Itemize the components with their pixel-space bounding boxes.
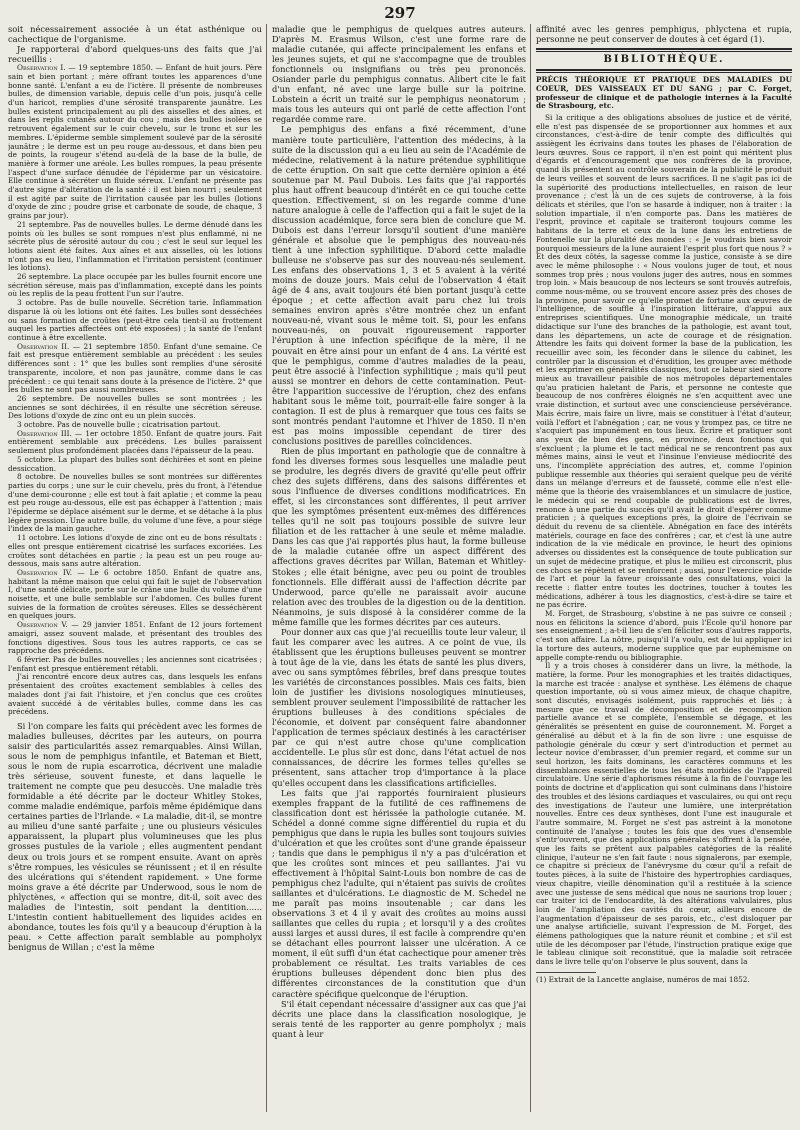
paragraph: J'ai rencontré encore deux autres cas, dans lesquels les enfans présentaient des croûtes exactement semblables à celles des malades dont j'ai fait l'histoire, et j'en conclus que ces croûtes avaient succédé à de véritables bulles, comme dans les cas précédens. (8, 672, 262, 717)
section-rule (536, 69, 792, 73)
observation-label: Observation II. (17, 341, 70, 351)
section-rule (536, 48, 792, 52)
paragraph: 21 septembre. Pas de nouvelles bulles. Le derme dénudé dans les points où les bulles se sont rompues n'est plus enflammé, ni ne sécrète plus de sérosité autour du cou ; c'est le seul sur lequel les lotions aient été faites. Aux aînes et aux aisselles, où les lotions n'ont pas eu lieu, l'inflammation et l'irritation persistent (continuer les lotions). (8, 219, 262, 273)
paragraph: soit nécessairement associée à un état asthénique ou cachectique de l'organisme. (8, 24, 262, 45)
paragraph: Rien de plus important en pathologie que de connaître à fond les diverses formes sous lesquelles une maladie peut se produire, les degrés divers de gravité qu'elle peut offrir chez des sujets différens, dans des saisons différentes et sous l'influence de diverses conditions modificatrices. En effet, si les circonstances sont différentes, il peut arriver que les symptômes présentent eux-mêmes des différences telles qu'il ne soit pas toujours possible de suivre leur filiation et de les rattacher à une seule et même maladie. Dans les cas que j'ai rapportés plus haut, la forme bulleuse de la maladie cutanée offre un aspect différent des affections graves décrites par Willan, Bateman et Whitley-Stokes ; elle était bénigne, avec peu ou point de troubles fonctionnels. Elle différait aussi de l'affection décrite par Underwood, parce qu'elle ne paraissait avoir aucune relation avec des troubles de la digestion ou de la dentition. Néanmoins, je suis disposé à la considérer comme de la même famille que les formes décrites par ces auteurs. (272, 445, 526, 627)
paragraph: Je rapporterai d'abord quelques-uns des faits que j'ai recueillis : (8, 44, 262, 65)
book-review-title: PRÉCIS THÉORIQUE ET PRATIQUE DES MALADIES DU COEUR, DES VAISSEAUX ET DU SANG ; par C. Forget, professeur de clinique et de pathologie internes à la Faculté de Strasbourg, etc. (536, 75, 792, 111)
paragraph: 3 octobre. Pas de bulle nouvelle. Sécrétion tarie. Inflammation disparue là où les lotions ont été faites. Les bulles sont desséchées ou sans formation de croûtes (peut-être cela tient-il au frottement auquel les parties affectées ont été exposées) ; la santé de l'enfant continue à être excellente. (8, 298, 262, 342)
footnote-rule (536, 972, 596, 973)
paragraph: 26 septembre. La place occupée par les bulles fournit encore une sécrétion séreuse, mais pas d'inflammation, excepté dans les points où les replis de la peau frottent l'un sur l'autre. (8, 272, 262, 299)
paragraph: 6 février. Pas de bulles nouvelles ; les anciennes sont cicatrisées ; l'enfant est presque entièrement rétabli. (8, 655, 262, 673)
paragraph: 5 octobre. La plupart des bulles sont déchirées et sont en pleine dessiccation. (8, 454, 262, 473)
observation-label: Observation I. (17, 63, 66, 73)
column-divider (530, 24, 531, 1112)
observation-label: Observation V. (17, 620, 68, 630)
paragraph: 11 octobre. Les lotions d'oxyde de zinc ont eu de bons résultats : elles ont presque entièrement cicatrisé les surfaces excoriées. Les croûtes sont détachées en partie ; la peau est un peu rouge au-dessous, mais sans autre altération. (8, 533, 262, 569)
paragraph: Si l'on compare les faits qui précèdent avec les formes de maladies bulleuses, décrites par les auteurs, on pourra saisir des particularités assez remarquables. Ainsi Willan, sous le nom de pemphigus infantile, et Bateman et Biett, sous le nom de rupia escarrotica, décrivent une maladie très sérieuse, souvent funeste, et dans laquelle le traitement ne compte que peu desuccès. Une maladie très formidable a été décrite par le docteur Whitley Stokes, comme maladie endémique, parfois même épidémique dans certaines parties de l'Irlande. « La maladie, dit-il, se montre au milieu d'une santé parfaite ; une ou plusieurs vésicules apparaissent, la plupart plus volumineuses que les plus grosses pustules de la variole ; elles augmentent pendant deux ou trois jours et se rompent ensuite. Avant on après s'être rompues, les vésicules se réunissent ; et il en résulte des ulcérations qui s'étendent rapidement. » Une forme moins grave a été décrite par Underwood, sous le nom de phlyctènes, « affection qui se montre, dit-il, soit avec des maladies de l'intestin, soit pendant la dentition...... L'intestin contient habituellement des liquides acides en abondance, toutes les fois qu'il y a beaucoup d'éruption à la peau. » Cette affection paraît semblable au pompholyx benignus de Willan ; c'est la même (8, 720, 262, 952)
observation-5: Observation V. — 29 janvier 1851. Enfant de 12 jours fortement amaigri, assez souvent malade, et présentant des troubles des fonctions digestives. Sous tous les autres rapports, ce cas se rapproche des précédens. (8, 620, 262, 656)
paragraph: Le pemphigus des enfans a fixé récemment, d'une manière toute particulière, l'attention des médecins, à la suite de la discussion qui a eu lieu au sein de l'Académie de médecine, relativement à la nature prétendue syphilitique de cette éruption. On sait que cette dernière opinion a été soutenue par M. Paul Dubois. Les faits que j'ai rapportés plus haut offrent beaucoup d'intérêt en ce qui touche cette question. Effectivement, si on les regarde comme d'une nature analogue à celle de l'affection qui a fait le sujet de la discussion académique, force sera bien de conclure que M. Dubois est dans l'erreur lorsqu'il soutient d'une manière générale et absolue que le pemphigus des nouveau-nés tient à une infection syphilitique. D'abord cette maladie bulleuse ne s'observe pas sur des nouveau-nés seulement. Les enfans des observations 1, 3 et 5 avaient à la vérité moins de douze jours. Mais celui de l'observation 4 était âgé de 4 ans, avait toujours été bien portant jusqu'à cette époque ; et cette affection avait paru chez lui trois semaines environ après s'être montrée chez un enfant nouveau-né, vivant sous le même toit. Si, pour les enfans nouveau-nés, on pouvait rigoureusement rapporter l'éruption à une infection spécifique de la mère, il ne pouvait en être ainsi pour un enfant de 4 ans. La vérité est que le pemphigus, comme d'autres maladies de la peau, peut être associé à l'infection syphilitique ; mais qu'il peut aussi se montrer en dehors de cette contamination. Peut-être l'apparition successive de l'éruption, chez des enfans habitant sous le même toit, pourrait-elle faire songer à la contagion. Il est de plus à remarquer que tous ces faits se sont montrés pendant l'automne et l'hiver de 1850. Il n'en est pas moins impossible cependant de tirer des conclusions positives de pareilles coïncidences. (272, 124, 526, 446)
footnote: (1) Extrait de la Lancette anglaise, numéros de mai 1852. (536, 974, 750, 984)
observation-3: Observation III. — 1er octobre 1850. Enfant de quatre jours. Fait entièrement semblable aux précédens. Les bulles paraissent seulement plus profondément placées dans l'épaisseur de la peau. (8, 428, 262, 456)
paragraph: Il y a trois choses à considérer dans un livre, la méthode, la matière, la forme. Pour les monographies et les traités didactiques, la marche est tracée : analyse et synthèse. Les élémens de chaque question importante, où si vous aimez mieux, de chaque chapitre, sont discutés, envisagés isolément, puis rapprochés et liés ; à mesure que ce travail de décomposition et de recomposition partielle avance et se complète, l'ensemble se dégage, et les généralités se présentent en guise de couronnement. M. Forget a généralisé au début et à la fin de son livre : une esquisse de pathologie générale du cœur y sert d'introduction et permet au lecteur novice d'embrasser, d'un premier regard, et comme sur un seul horizon, les faits dominans, les caractères communs et les dissemblances essentielles de tous les états morbides de l'appareil circulatoire. Une série d'aphorismes résume à la fin de l'ouvrage les points de doctrine et d'application qui sont culminans dans l'histoire des troubles et des lésions cardiaques et vasculaires, ou qui ont reçu des investigations de l'auteur une lumière, une interprétation nouvelles. Entre ces deux synthèses, dont l'une est inaugurale et l'autre sommaire, M. Forget ne s'est pas astreint à la monotone continuité de l'analyse ; toutes les fois que des vues d'ensemble s'entr'ouvrent, que des applications générales s'offrent à la pensée, que les faits se prêtent aux palpables catégories de la réalité clinique, l'auteur ne s'en fait faute : nous signalerons, par exemple, ce chapitre si précieux de l'anévrysme du cœur qu'il a refait de toutes pièces, à la suite de l'histoire des hypertrophies cardiaques, vieux chapitre, vieille dénomination qu'il a restituée à la science avec une justesse de sens médical que nous ne saurions trop louer ; car traiter ici de l'endocardite, là des altérations valvulaires, plus loin de l'ampliation des cavités du cœur, ailleurs encore de l'augmentation d'épaisseur de ses parois, etc., c'est disloquer par une analyse artificielle, suivant l'expression de M. Forget, des élémens pathologiques que la nature réunit et combine ; et s'il est utile de les décomposer par l'étude, l'instruction pratique exige que le tableau clinique soit reconstitué, que la maladie soit retracée dans le livre telle qu'on l'observe le plus souvent, dans la (536, 661, 792, 967)
section-title: BIBLIOTHÈQUE. (603, 54, 725, 66)
observation-4: Observation IV. — Le 6 octobre 1850. Enfant de quatre ans, habitant la même maison que celui qui fait le sujet de l'observation I, d'une santé délicate, porte sur le crâne une bulle du volume d'une noisette, et une bulle semblable sur l'abdomen. Ces bulles furent suivies de la formation de croûtes séreuses. Elles se desséchèrent en quelques jours. (8, 567, 262, 621)
observation-1: Observation I. — 19 septembre 1850. — Enfant de huit jours. Père sain et bien portant ; mère offrant toutes les apparences d'une bonne santé. L'enfant a eu de l'ictère. Il présente de nombreuses bulles, de dimension variable, depuis celle d'un pois, jusqu'à celle d'un haricot, remplies d'une sérosité transparente jaunâtre. Les bulles existent principalement au pli des aisselles et des aînes, et dans les replis cutanés autour du cou ; mais des bulles isolées se retrouvent également sur le cuir chevelu, sur le tronc et sur les membres. L'épiderme semble simplement soulevé par de la sérosité jaunâtre ; le derme est un peu rouge au-dessous, et dans bien peu de points, la rougeur s'étend au-delà de la base de la bulle, de manière à former une aréole. Les bulles rompues, la peau présente l'aspect d'une surface dénudée de l'épiderme par un vésicatoire. Elle continue à sécréter un fluide séreux. L'enfant ne présente pas d'autre signe d'altération de la santé : il est bien nourri ; seulement il est agité par suite de l'irritation causée par les bulles (lotions d'oxyde de zinc ; poudre grise et carbonate de soude, de chaque, 3 grains par jour). (8, 63, 262, 221)
observation-2: Observation II. — 21 septembre 1850. Enfant d'une semaine. Ce fait est presque entièrement semblable au précédent : les seules différences sont : 1° que les bulles sont remplies d'une sérosité transparente, incolore, et non pas jaunâtre, comme dans le cas précédent : ce qui tenait sans doute à la présence de l'ictère. 2° que les bulles ne sont pas aussi nombreuses. (8, 341, 262, 395)
paragraph: Si la critique a des obligations absolues de justice et de vérité, elle n'est pas dispensée de se proportionner aux hommes et aux circonstances, c'est-à-dire de tenir compte des difficultés qui assiègent les écrivains dans toutes les phases de l'élaboration de leurs œuvres. Sous ce rapport, il n'en est point qui méritent plus d'égards et d'encouragement que nos confrères de la province, quand ils présentent au contrôle souverain de la publicité le produit de leurs veilles et souvent de leurs sacrifices. Il ne s'agit pas ici de la supériorité des productions intellectuelles, en raison de leur provenance ; c'est là un de ces sujets de controverse, à la fois délicats et stériles, que l'on se hasarde à indiquer, non à traiter : la solution impartiale, il n'en comporte pas. Dans les matières de l'esprit, province et capitale se traiteront toujours comme les habitans de la terre et ceux de la lune dans les entretiens de Fontenelle sur la pluralité des mondes : « Je voudrais bien savoir pourquoi messieurs de la lune auraient l'esprit plus fort que nous ? » Et des deux côtés, la sagesse comme la justice, consiste à se dire avec le même philosophe : « Nous voulons juger de tout, et nous sommes trop près ; nous voulons juger des autres, nous en sommes trop loin. » Mais beaucoup de nos lecteurs se sont trouvés autrefois, comme nous-même, ou se trouvent encore assez près des choses de la province, pour savoir ce qu'elle promet de fortune aux œuvres de l'intelligence, de souffle à l'inspiration littéraire, d'appui aux entreprises scientifiques. Une monographie médicale, un traité didactique sur l'une des branches de la pathologie, est avant tout, dans les départemens, un acte de courage et de résignation. Attendre les faits qui doivent former la base de la publication, les recueillir avec soin, les féconder dans le silence du cabinet, les contrôler par la discussion et d'érudition, les grouper avec méthode et les exprimer en généralités classiques, tout ce labeur sied encore mieux au travailleur paisible de nos métropoles départementales qu'au praticien haletant de Paris, et personne ne conteste que beaucoup de nos confrères éloignés ne s'en acquittent avec une vraie distinction, et surtout avec une consciencieuse persévérance. Mais écrire, mais faire un livre, mais se constituer à l'état d'auteur, voilà l'effort et l'abnégation ; car, ne vous y trompez pas, ce titre ne s'acquiert pas impunément en tous lieux. Écrire et pratiquer sont ans yeux de bien des gens, en province, deux fonctions qui s'excluent ; la plume et le tact médical ne se rencontrent pas aux mêmes mains, ainsi le veut et l'insinue l'envieuse médiocrité des uns, l'incomplète appréciation des autres, et, comme l'opinion publique ressemble aux théories qui seraient quelque peu de vérité dans un mélange d'erreurs et de fausseté, comme elle n'est elle-même que la théorie des vraisemblances et un simulacre de justice, le médecin qui se rend coupable de publications est de livres, renonce à une partie du succès qu'il avait le droit d'espérer comme praticien ; à quelques exceptions près, la gloire de l'écrivain se déduit du revenu de sa clientèle. Abnégation en face des intérêts matériels, courage en face des confrères ; car, et c'est là une autre indication de la vie médicale en province, le heurt des opinions adverses ou dissidentes est la conséquence de toute publication sur un sujet de médecine pratique, et plus le milieu est circonscrit, plus ces chocs se répètent et se renforcent ; aussi, pour l'exercice placide de l'art et pour la faveur croissante des consultations, voici la recette : flatter entre toutes les doctrines, toucher à toutes les médications, adhérer à tous les diagnostics, c'est-à-dire se taire et ne pas écrire. (536, 112, 792, 610)
observation-label: Observation IV. (17, 567, 73, 577)
page-number: 297 (384, 4, 416, 22)
paragraph: affinité avec les genres pemphigus, phlyctena et rupia, personne ne peut conserver de doutes à cet égard (1). (536, 24, 792, 45)
paragraph: 26 septembre. De nouvelles bulles se sont montrées ; les anciennes se sont déchirées, il en résulte une sécrétion séreuse. Des lotions d'oxyde de zinc ont eu un plein succès. (8, 393, 262, 421)
paragraph: S'il était cependant nécessaire d'assigner aux cas que j'ai décrits une place dans la classification nosologique, je serais tenté de les rapporter au genre pompholyx ; mais quant à leur (272, 998, 526, 1039)
column-2 (272, 24, 526, 1104)
paragraph: 8 octobre. De nouvelles bulles se sont montrées sur différentes parties du corps ; une sur le cuir chevelu, près du front, à l'étendue d'une demi-couronne ; elle est tout à fait aplatie ; et comme la peau est peu rouge au-dessous, elle est pas échapper à l'attention ; mais l'épiderme se déplace aisément sur le derme, et se détache à la plus légère pression. Une autre bulle, du volume d'une fève, a pour siége l'index de la main gauche. (8, 472, 262, 534)
paragraph: M. Forget, de Strasbourg, s'obstine à ne pas suivre ce conseil ; nous en félicitons la science d'abord, puis l'Ecole qu'il honore par ses enseignement ; a-t-il lieu de s'en féliciter sous d'autres rapports, c'est son affaire. La nôtre, puisqu'il l'a voulu, est de lui appliquer ici la torture des auteurs, moderne supplice que par euphémisme on appelle compte-rendu ou bibliographie. (536, 609, 792, 662)
observation-label: Observation III. (17, 428, 72, 438)
column-1 (8, 24, 262, 1104)
paragraph: Les faits que j'ai rapportés fourniraient plusieurs exemples frappant de la futilité de ces raffinemens de classification dont est hérissée la pathologie cutanée. M. Schédel a donné comme signe différentiel du rupia et du pemphigus que dans le rupia les bulles sont toujours suivies d'ulcération et que les croûtes sont d'une grande épaisseur ; tandis que dans le pemphigus il n'y a pas d'ulcération et que les croûtes sont minces et peu saillantes. J'ai vu effectivement à l'hôpital Saint-Louis bon nombre de cas de pemphigus chez l'adulte, qui n'étaient pas suivis de croûtes saillantes et d'ulcérations. Le diagnostic de M. Schedel ne me paraît pas moins insoutenable ; car dans les observations 3 et 4 il y avait des croûtes au moins aussi saillantes que celles du rupia ; et lorsqu'il y a des croûtes aussi larges et aussi dures, il est facile à comprendre qu'en se détachant elles pourront laisser une ulcération. A ce moment, il eût suffi d'un état cachectique pour amener très probablement ce résultat. Les traits variables de ces éruptions bulleuses dépendent donc bien plus des différentes circonstances de la constitution que d'un caractère spécifique quelconque de l'éruption. (272, 787, 526, 999)
paragraph: 3 octobre. Pas de nouvelle bulle ; cicatrisation partout. (17, 420, 221, 430)
column-divider (266, 24, 267, 1112)
paragraph: Pour donner aux cas que j'ai recueillis toute leur valeur, il faut les comparer avec les autres. A ce point de vue, ils établissent que les éruptions bulleuses peuvent se montrer à tout âge de la vie, dans les états de santé les plus divers, avec ou sans symptômes fébriles, bref dans presque toutes les variétés de circonstances possibles. Mais ces faits, bien loin de justifier les divisions nosologiques minutieuses, semblent prouver seulement l'impossibilité de rattacher les éruptions bulleuses à des conditions spéciales de l'économie, et doivent par conséquent faire abandonner l'application de termes spéciaux destinés à les caractériser par ce qui n'est autre chose qu'une complication accidentelle. Le plus sûr est donc, dans l'état actuel de nos connaissances, de décrire les formes telles qu'elles se présentent, sans attacher trop d'importance à la place qu'elles occupent dans les classifications artificielles. (272, 626, 526, 788)
column-3 (536, 24, 792, 1104)
paragraph: maladie que le pemphigus de quelques autres auteurs. D'après M. Erasmus Wilson, c'est une forme rare de maladie cutanée, qui affecte principalement les enfans et les jeunes sujets, et qui ne s'accompagne que de troubles fonctionnels ou insignifians ou très peu prononcés. Osiander parle du pemphigus connatus. Alibert cite le fait d'un enfant, né avec une large bulle sur la poitrine. Lobstein a écrit un traité sur le pemphigus neonatorum ; mais tous les auteurs qui ont parlé de cette affection l'ont regardée comme rare. (272, 24, 526, 125)
